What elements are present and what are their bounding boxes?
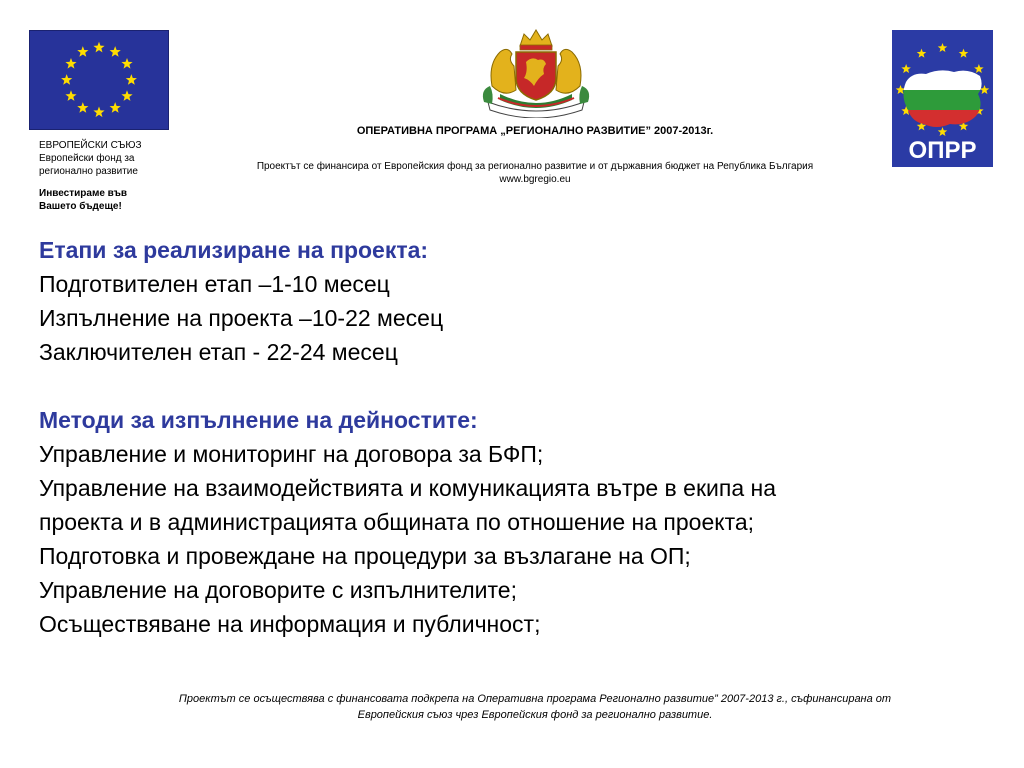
star-icon: [77, 102, 88, 113]
eu-caption: [39, 139, 189, 213]
stage-item: Заключителен етап - 22-24 месец: [39, 339, 398, 365]
star-icon: [126, 74, 137, 85]
footer-line2: Европейския съюз чрез Европейския фонд за регионално развитие.: [357, 709, 713, 721]
program-title: ОПЕРАТИВНА ПРОГРАМА „РЕГИОНАЛНО РАЗВИТИЕ” 2007-2013г.: [356, 125, 714, 137]
method-item: Управление на взаимодействията и комуникацията вътре в екипа на: [39, 475, 776, 501]
eu-slogan-line1: Инвестираме във: [39, 188, 128, 199]
method-item: Управление на договорите с изпълнителите;: [39, 577, 517, 603]
method-item: Осъществяване на информация и публичност;: [39, 611, 541, 637]
star-icon: [121, 58, 132, 69]
method-item: Управление и мониторинг на договора за БФП;: [39, 441, 544, 467]
star-icon: [121, 90, 132, 101]
section-spacer: [39, 369, 999, 403]
stage-item: Подготвителен етап –1-10 месец: [39, 271, 390, 297]
oprr-logo-text: ОПРР: [908, 137, 977, 164]
main-content: [39, 233, 999, 641]
eu-slogan-line2: Вашето бъдеще!: [39, 201, 122, 212]
oprr-map-icon: [892, 30, 993, 167]
eu-caption-line2: Европейски фонд за: [39, 153, 135, 164]
eu-caption-line1: ЕВРОПЕЙСКИ СЪЮЗ: [39, 140, 142, 151]
method-item: проекта и в администрацията общината по отношение на проекта;: [39, 509, 755, 535]
bulgarian-coat-of-arms-logo: [478, 28, 594, 118]
financing-text: Проектът се финансира от Европейския фонд за регионално развитие и от държавния бюджет на Република България: [256, 161, 814, 172]
eu-stars-icon: [30, 31, 168, 129]
website-url: www.bgregio.eu: [499, 174, 571, 185]
star-icon: [65, 58, 76, 69]
coat-of-arms-icon: [478, 28, 594, 118]
star-icon: [61, 74, 72, 85]
star-icon: [110, 46, 121, 57]
stages-heading: Етапи за реализиране на проекта:: [39, 237, 429, 263]
star-icon: [77, 46, 88, 57]
star-icon: [93, 42, 104, 53]
stage-item: Изпълнение на проекта –10-22 месец: [39, 305, 444, 331]
star-icon: [65, 90, 76, 101]
methods-heading: Методи за изпълнение на дейностите:: [39, 407, 478, 433]
footer-note: [90, 691, 980, 723]
eu-flag-logo: [29, 30, 169, 130]
star-icon: [93, 106, 104, 117]
star-icon: [110, 102, 121, 113]
eu-caption-line3: регионално развитие: [39, 166, 138, 177]
method-item: Подготовка и провеждане на процедури за възлагане на ОП;: [39, 543, 691, 569]
financing-note: [200, 160, 870, 186]
oprr-logo: [892, 30, 993, 167]
footer-line1: Проектът се осъществява с финансовата подкрепа на Оперативна програма Регионално развитие” 2007-2013 г., съфинансирана от: [178, 693, 892, 705]
